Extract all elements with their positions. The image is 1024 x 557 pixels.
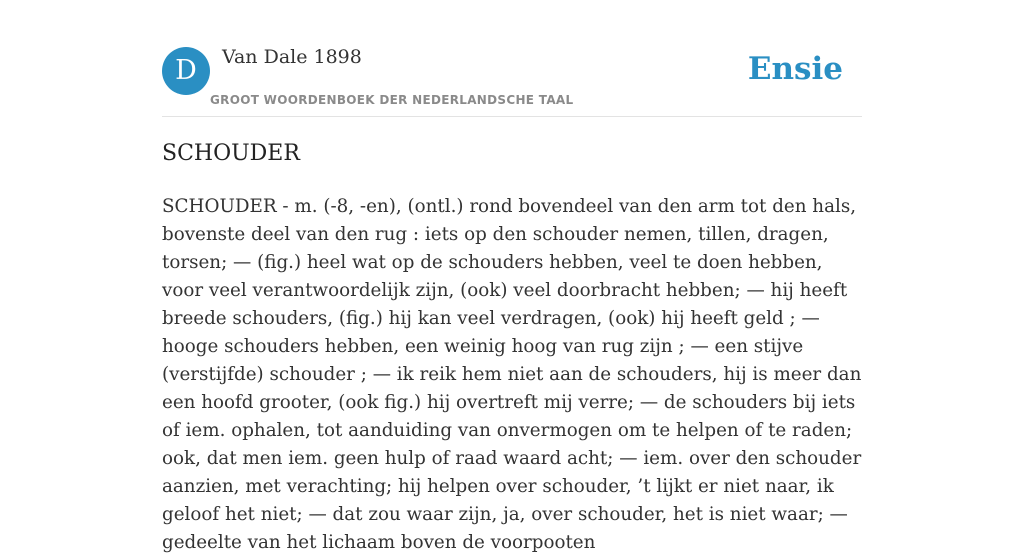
dictionary-title-link[interactable]: Van Dale 1898 [222,46,362,68]
ensie-brand-logo[interactable]: Ensie [747,51,843,87]
entry-definition: SCHOUDER - m. (-8, -en), (ontl.) rond bovendeel van den arm tot den hals, bovenste deel van den rug : iets op den schouder nemen, tillen, dragen, torsen; — (fig.) heel wat op de schouders hebben, veel te doen hebben, voor veel verantwoordelijk zijn, (ook) veel doorbracht hebben; — hij heeft breede schouders, (fig.) hij kan veel verdragen, (ook) hij heeft geld ; — hooge schouders hebben, een weinig hoog van rug zijn ; — een stijve (verstijfde) schouder ; — ik reik hem niet aan de schouders, hij is meer dan een hoofd grooter, (ook fig.) hij overtreft mij verre; — de schouders bij iets of iem. ophalen, tot aanduiding van onvermogen om te helpen of te raden; ook, dat men iem. geen hulp of raad waard acht; — iem. over den schouder aanzien, met verachting; hij helpen over schouder, ’t lijkt er niet naar, ik geloof het niet; — dat zou waar zijn, ja, over schouder, het is niet waar; — gedeelte van het lichaam boven de voorpooten [162,196,862,553]
dictionary-logo-badge[interactable]: D [162,47,210,95]
entry-word-title: SCHOUDER [162,141,300,166]
dictionary-subtitle: GROOT WOORDENBOEK DER NEDERLANDSCHE TAAL [210,93,574,107]
header [162,44,862,117]
